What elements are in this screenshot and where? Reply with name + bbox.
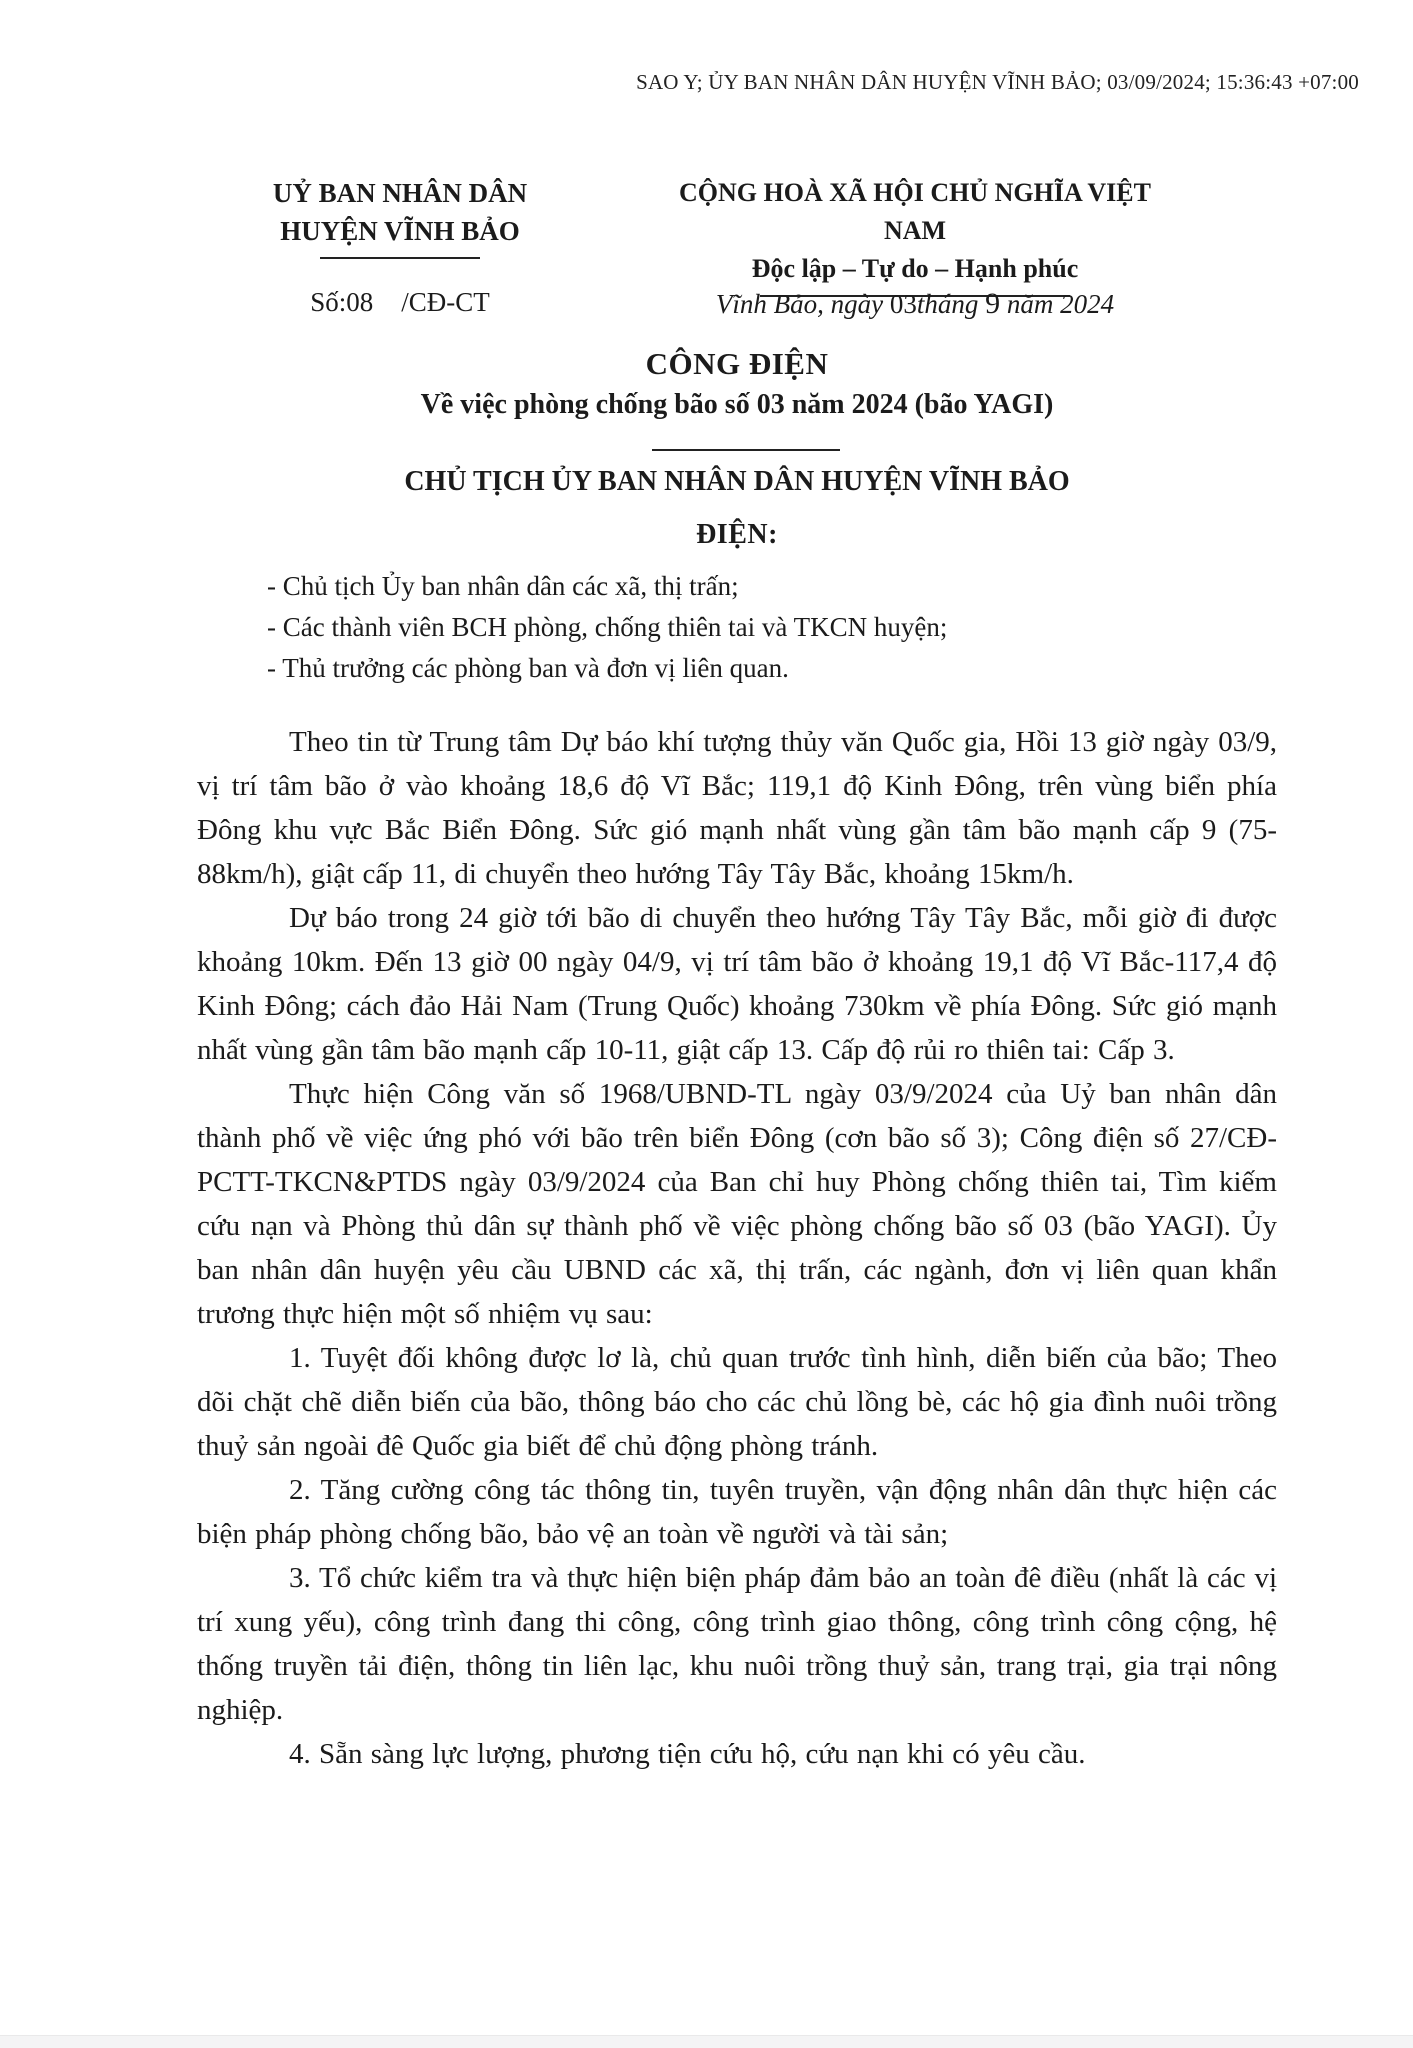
body-paragraph: Theo tin từ Trung tâm Dự báo khí tượng thủy văn Quốc gia, Hồi 13 giờ ngày 03/9, vị trí tâm bão ở vào khoảng 18,6 độ Vĩ Bắc; 119,1 độ Kinh Đông, trên vùng biển phía Đông khu vực Bắc Biển Đông. Sức gió mạnh nhất vùng gần tâm bão mạnh cấp 9 (75-88km/h), giật cấp 11, di chuyển theo hướng Tây Tây Bắc, khoảng 15km/h. <box>197 726 1277 890</box>
place-date-line <box>640 287 1190 321</box>
issuing-authority-line2: HUYỆN VĨNH BẢO <box>280 216 520 246</box>
chairman-heading: CHỦ TỊCH ỦY BAN NHÂN DÂN HUYỆN VĨNH BẢO <box>404 466 1070 497</box>
document-subject: Về việc phòng chống bão số 03 năm 2024 (bão YAGI) <box>420 389 1054 420</box>
national-motto: Độc lập – Tự do – Hạnh phúc <box>751 254 1079 283</box>
issuing-authority-block <box>240 174 560 259</box>
body-paragraph: Dự báo trong 24 giờ tới bão di chuyển theo hướng Tây Tây Bắc, mỗi giờ đi được khoảng 10km. Đến 13 giờ 00 ngày 04/9, vị trí tâm bão ở khoảng 19,1 độ Vĩ Bắc-117,4 độ Kinh Đông; cách đảo Hải Nam (Trung Quốc) khoảng 730km về phía Đông. Sức gió mạnh nhất vùng gần tâm bão mạnh cấp 10-11, giật cấp 13. Cấp độ rủi ro thiên tai: Cấp 3. <box>197 902 1277 1066</box>
dateline-day: 03 <box>889 289 917 319</box>
viewer-bottom-strip <box>0 2035 1413 2048</box>
directive-item: 3. Tổ chức kiểm tra và thực hiện biện pháp đảm bảo an toàn đê điều (nhất là các vị trí xung yếu), công trình đang thi công, công trình giao thông, công trình công cộng, hệ thống truyền tải điện, thông tin liên lạc, khu nuôi trồng thuỷ sản, trang trại, gia trại nông nghiệp. <box>197 1562 1277 1726</box>
document-number-symbol: /CĐ-CT <box>401 287 490 317</box>
directive-item: 4. Sẵn sàng lực lượng, phương tiện cứu hộ, cứu nạn khi có yêu cầu. <box>289 1738 1086 1770</box>
body-paragraph: Thực hiện Công văn số 1968/UBND-TL ngày 03/9/2024 của Uỷ ban nhân dân thành phố về việc ứng phó với bão trên biển Đông (cơn bão số 3); Công điện số 27/CĐ-PCTT-TKCN&PTDS ngày 03/9/2024 của Ban chỉ huy Phòng chống thiên tai, Tìm kiếm cứu nạn và Phòng thủ dân sự thành phố về việc phòng chống bão số 03 (bão YAGI). Ủy ban nhân dân huyện yêu cầu UBND các xã, thị trấn, các ngành, đơn vị liên quan khẩn trương thực hiện một số nhiệm vụ sau: <box>197 1078 1277 1330</box>
dateline-month: 9 <box>985 287 1001 320</box>
recipient-line: - Chủ tịch Ủy ban nhân dân các xã, thị trấn; <box>267 571 739 601</box>
dateline-year: năm 2024 <box>1006 289 1115 319</box>
document-number-value: 08 <box>346 287 374 317</box>
dateline-place: Vĩnh Bảo, ngày <box>715 289 884 319</box>
document-number-label: Số: <box>310 287 347 317</box>
dien-heading: ĐIỆN: <box>696 519 778 550</box>
subject-rule <box>652 449 840 451</box>
national-header-line1: CỘNG HOÀ XÃ HỘI CHỦ NGHĨA VIỆT NAM <box>679 178 1151 245</box>
directive-item: 1. Tuyệt đối không được lơ là, chủ quan trước tình hình, diễn biến của bão; Theo dõi chặt chẽ diễn biến của bão, thông báo cho các chủ lồng bè, các hộ gia đình nuôi trồng thuỷ sản ngoài đê Quốc gia biết để chủ động phòng tránh. <box>197 1342 1277 1462</box>
document-body <box>197 720 1277 1776</box>
national-header-block <box>650 174 1180 297</box>
certification-stamp-line: SAO Y; ỦY BAN NHÂN DÂN HUYỆN VĨNH BẢO; 03/09/2024; 15:36:43 +07:00 <box>636 70 1359 94</box>
recipient-line: - Các thành viên BCH phòng, chống thiên tai và TKCN huyện; <box>267 612 948 642</box>
recipient-line: - Thủ trưởng các phòng ban và đơn vị liên quan. <box>267 653 789 683</box>
document-title: CÔNG ĐIỆN <box>645 346 829 381</box>
dateline-month-label: tháng <box>916 289 979 319</box>
issuing-authority-rule <box>320 257 480 259</box>
document-number <box>240 287 560 318</box>
issuing-authority-line1: UỶ BAN NHÂN DÂN <box>272 178 528 208</box>
recipient-list <box>267 566 1263 689</box>
directive-item: 2. Tăng cường công tác thông tin, tuyên truyền, vận động nhân dân thực hiện các biện pháp phòng chống bão, bảo vệ an toàn về người và tài sản; <box>197 1474 1277 1550</box>
